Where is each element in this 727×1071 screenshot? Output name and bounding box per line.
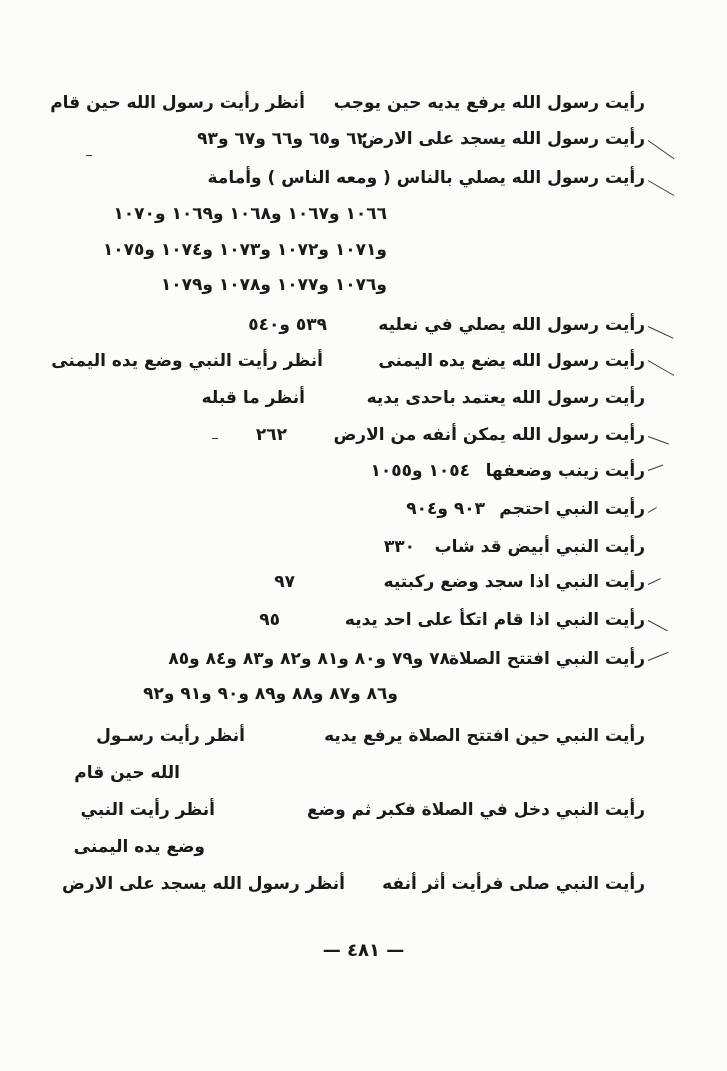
entry-reference: أنظر رأيت النبي وضع يده اليمنى	[51, 351, 323, 371]
margin-tick-mark	[648, 436, 669, 444]
entry-reference: ٩٠٣ و٩٠٤	[406, 499, 485, 519]
entry-term: رأيت النبي اذا قام اتكأ على احد يديه	[344, 610, 645, 630]
entry-term: رأيت النبي دخل في الصلاة فكبر ثم وضع	[307, 800, 645, 820]
page-number: — ٤٨١ —	[322, 940, 405, 961]
entry-term: رأيت رسول الله يرفع يديه حين يوجب	[333, 93, 645, 113]
entry-reference: ٢٦٢	[255, 425, 287, 445]
entry-reference: ١٠٥٤ و١٠٥٥	[370, 461, 470, 481]
entry-reference: أنظر رأيت رسول الله حين قام	[50, 93, 305, 113]
margin-tick-mark	[648, 465, 663, 471]
entry-term: رأيت رسول الله يصلي بالناس ( ومعه الناس ) وأمامة	[207, 168, 645, 188]
margin-tick-mark	[648, 360, 674, 376]
entry-reference: أنظر رأيت النبي	[80, 800, 215, 820]
entry-term: رأيت رسول الله يضع يده اليمنى	[378, 351, 645, 371]
entry-reference: ٦٢ و٦٥ و٦٦ و٦٧ و٩٣	[197, 129, 367, 149]
entry-term: رأيت النبي حين افتتح الصلاة يرفع يديه	[324, 726, 645, 746]
entry-term: رأيت النبي افتتح الصلاة	[448, 649, 645, 669]
entry-reference: و١٠٧١ و١٠٧٢ و١٠٧٣ و١٠٧٤ و١٠٧٥	[102, 240, 387, 260]
margin-tick-mark	[648, 578, 661, 585]
entry-term: رأيت النبي أبيض قد شاب	[434, 537, 645, 557]
entry-reference: ٩٧	[274, 572, 295, 592]
entry-reference: أنظر رسول الله يسجد على الارض	[62, 874, 345, 894]
entry-term: رأيت النبي صلى فرأيت أثر أنفه	[382, 874, 645, 894]
entry-reference: ٣٣٠	[383, 537, 415, 557]
entry-reference: أنظر ما قبله	[201, 388, 305, 408]
margin-tick-mark	[648, 180, 674, 196]
entry-term: رأيت النبي احتجم	[499, 499, 645, 519]
entry-term: رأيت رسول الله يعتمد باحدى يديه	[366, 388, 645, 408]
margin-tick-mark	[648, 652, 669, 661]
entry-reference: وضع يده اليمنى	[73, 837, 205, 857]
entry-term: رأيت النبي اذا سجد وضع ركبتيه	[383, 572, 645, 592]
entry-term: رأيت رسول الله يصلي في نعليه	[378, 315, 645, 335]
entry-reference: ٩٥	[259, 610, 280, 630]
entry-reference: الله حين قام	[74, 763, 180, 783]
entry-reference: و٨٦ و٨٧ و٨٨ و٨٩ و٩٠ و٩١ و٩٢	[143, 684, 398, 704]
margin-tick-mark	[86, 155, 92, 156]
margin-tick-mark	[648, 326, 674, 339]
entry-reference: ٧٨ و٧٩ و٨٠ و٨١ و٨٢ و٨٣ و٨٤ و٨٥	[168, 649, 450, 669]
margin-tick-mark	[648, 507, 657, 513]
margin-tick-mark	[648, 620, 668, 631]
entry-reference: أنظر رأيت رسـول	[96, 726, 245, 746]
entry-term: رأيت رسول الله يمكن أنفه من الارض	[333, 425, 645, 445]
entry-reference: و١٠٧٦ و١٠٧٧ و١٠٧٨ و١٠٧٩	[160, 275, 387, 295]
margin-tick-mark	[212, 438, 218, 439]
entry-term: رأيت زينب وضعفها	[485, 461, 645, 481]
margin-tick-mark	[648, 140, 675, 159]
entry-reference: ٥٣٩ و٥٤٠	[248, 315, 327, 335]
entry-term: رأيت رسول الله يسجد على الارض	[361, 129, 645, 149]
entry-reference: ١٠٦٦ و١٠٦٧ و١٠٦٨ و١٠٦٩ و١٠٧٠	[113, 204, 387, 224]
